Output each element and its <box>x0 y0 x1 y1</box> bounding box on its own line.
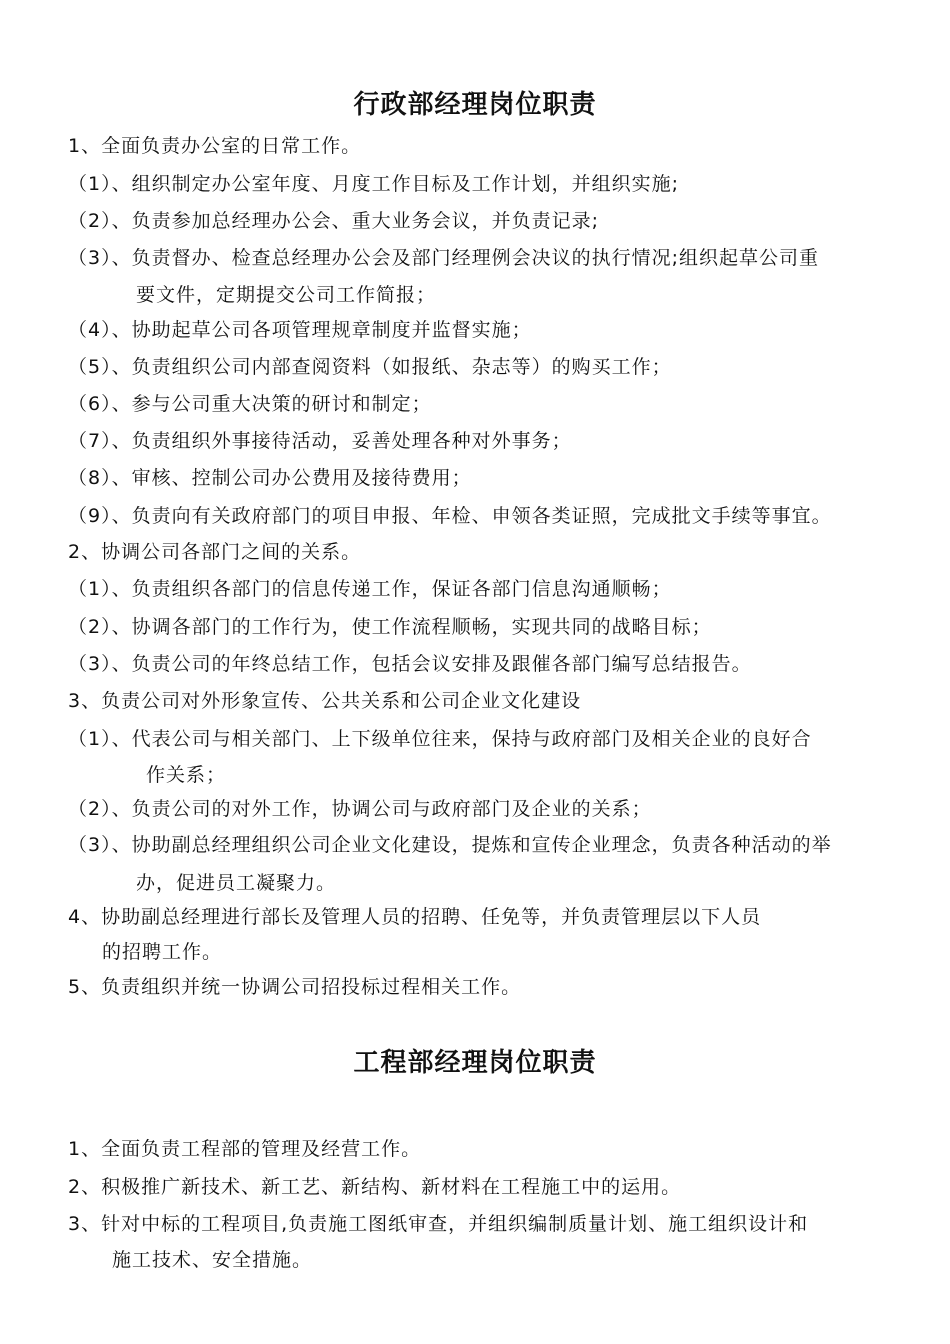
line-1-10: （8）、审核、控制公司办公费用及接待费用； <box>68 467 472 489</box>
line-1-20: （3）、协助副总经理组织公司企业文化建设，提炼和宣传企业理念，负责各种活动的举 <box>68 834 832 856</box>
line-1-13: （1）、负责组织各部门的信息传递工作，保证各部门信息沟通顺畅； <box>68 578 672 600</box>
line-1-3: （2）、负责参加总经理办公会、重大业务会议，并负责记录; <box>68 210 599 232</box>
line-1-8: （6）、参与公司重大决策的研讨和制定； <box>68 393 432 415</box>
line-1-2: （1）、组织制定办公室年度、月度工作目标及工作计划，并组织实施; <box>68 173 679 195</box>
line-1-11: （9）、负责向有关政府部门的项目申报、年检、申领各类证照，完成批文手续等事宜。 <box>68 505 832 527</box>
line-2-2: 2、积极推广新技术、新工艺、新结构、新材料在工程施工中的运用。 <box>68 1176 682 1198</box>
line-1-14: （2）、协调各部门的工作行为，使工作流程顺畅，实现共同的战略目标； <box>68 616 712 638</box>
line-1-4: （3）、负责督办、检查总经理办公会及部门经理例会决议的执行情况;组织起草公司重 <box>68 247 819 269</box>
line-1-21: 办，促进员工凝聚力。 <box>136 872 337 894</box>
line-1-23: 的招聘工作。 <box>102 941 223 963</box>
section-title-engineering: 工程部经理岗位职责 <box>353 1048 597 1078</box>
line-2-4: 施工技术、安全措施。 <box>112 1249 313 1271</box>
line-2-3: 3、针对中标的工程项目,负责施工图纸审查，并组织编制质量计划、施工组织设计和 <box>68 1213 809 1235</box>
line-2-1: 1、全面负责工程部的管理及经营工作。 <box>68 1138 422 1160</box>
section-title-admin: 行政部经理岗位职责 <box>353 90 597 120</box>
line-1-9: （7）、负责组织外事接待活动，妥善处理各种对外事务； <box>68 430 572 452</box>
line-1-22: 4、协助副总经理进行部长及管理人员的招聘、任免等，并负责管理层以下人员 <box>68 906 762 928</box>
line-1-15: （3）、负责公司的年终总结工作，包括会议安排及跟催各部门编写总结报告。 <box>68 653 752 675</box>
line-1-12: 2、协调公司各部门之间的关系。 <box>68 541 362 563</box>
line-1-19: （2）、负责公司的对外工作，协调公司与政府部门及企业的关系； <box>68 798 652 820</box>
line-1-6: （4）、协助起草公司各项管理规章制度并监督实施； <box>68 319 532 341</box>
line-1-5: 要文件，定期提交公司工作简报； <box>136 284 437 306</box>
line-1-16: 3、负责公司对外形象宣传、公共关系和公司企业文化建设 <box>68 690 582 712</box>
line-1-7: （5）、负责组织公司内部查阅资料（如报纸、杂志等）的购买工作； <box>68 356 672 378</box>
line-1-18: 作关系； <box>146 764 227 786</box>
line-1-24: 5、负责组织并统一协调公司招投标过程相关工作。 <box>68 976 522 998</box>
line-1-1: 1、全面负责办公室的日常工作。 <box>68 135 362 157</box>
line-1-17: （1）、代表公司与相关部门、上下级单位往来，保持与政府部门及相关企业的良好合 <box>68 728 812 750</box>
